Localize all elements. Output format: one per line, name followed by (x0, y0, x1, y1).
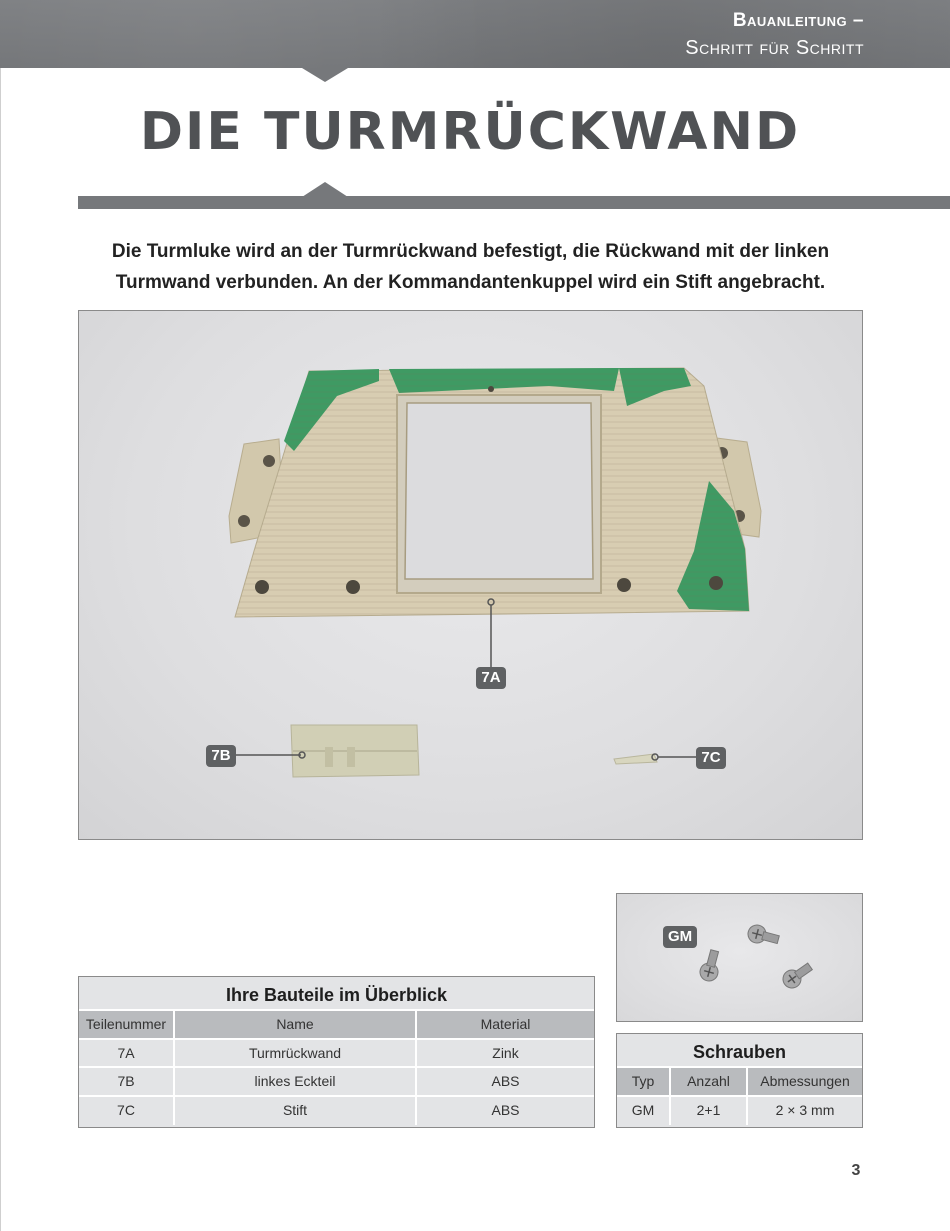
title-divider-bar (78, 196, 950, 209)
header-title: Bauanleitung – (732, 10, 864, 31)
page-number: 3 (851, 1162, 861, 1179)
column-header: Name (175, 1011, 417, 1038)
parts-table-header-row (79, 1011, 594, 1040)
table-cell: 7A (79, 1040, 175, 1067)
callout-7c: 7C (696, 747, 726, 769)
screws-illustration (617, 894, 863, 1022)
column-header: Teilenummer (79, 1011, 175, 1038)
column-header: Anzahl (671, 1068, 748, 1095)
header-subtitle: Schritt für Schritt (685, 37, 864, 59)
table-cell: Turmrückwand (175, 1040, 417, 1067)
column-header: Material (480, 1016, 531, 1032)
callout-7a: 7A (476, 667, 506, 689)
table-cell: ABS (491, 1101, 520, 1118)
callout-7b: 7B (206, 745, 236, 767)
screws-photo (616, 893, 863, 1022)
table-row (79, 1040, 594, 1069)
table-cell: Zink (492, 1044, 519, 1061)
intro-line-2: Turmwand verbunden. An der Kommandantenkuppel wird ein Stift angebracht. (115, 272, 826, 293)
table-cell: linkes Eckteil (175, 1068, 417, 1095)
screws-table-header-row (617, 1068, 862, 1097)
table-cell: 2 × 3 mm (775, 1101, 835, 1118)
header-banner (0, 0, 950, 68)
table-cell: 7C (79, 1097, 175, 1126)
header-notch (302, 68, 348, 82)
column-header: Typ (617, 1068, 671, 1095)
table-row (79, 1068, 594, 1097)
title-bar-notch (302, 182, 348, 197)
callout-gm: GM (663, 926, 697, 948)
screws-table (616, 1033, 863, 1128)
column-header: Abmessungen (760, 1073, 850, 1089)
table-cell: 2+1 (671, 1097, 748, 1126)
table-row (79, 1097, 594, 1126)
parts-illustration (79, 311, 863, 840)
parts-table-title: Ihre Bauteile im Überblick (79, 977, 594, 1011)
table-cell: ABS (491, 1073, 520, 1089)
table-cell: 7B (79, 1068, 175, 1095)
parts-photo (78, 310, 863, 840)
page-edge-line (0, 68, 1, 1231)
screws-table-title: Schrauben (617, 1034, 862, 1068)
intro-text (78, 236, 863, 298)
intro-line-1: Die Turmluke wird an der Turmrückwand befestigt, die Rückwand mit der linken (111, 241, 830, 262)
table-cell: Stift (175, 1097, 417, 1126)
table-cell: GM (617, 1097, 671, 1126)
table-row (617, 1097, 862, 1126)
page-title: DIE TURMRÜCKWAND (139, 102, 801, 162)
parts-overview-table (78, 976, 595, 1128)
